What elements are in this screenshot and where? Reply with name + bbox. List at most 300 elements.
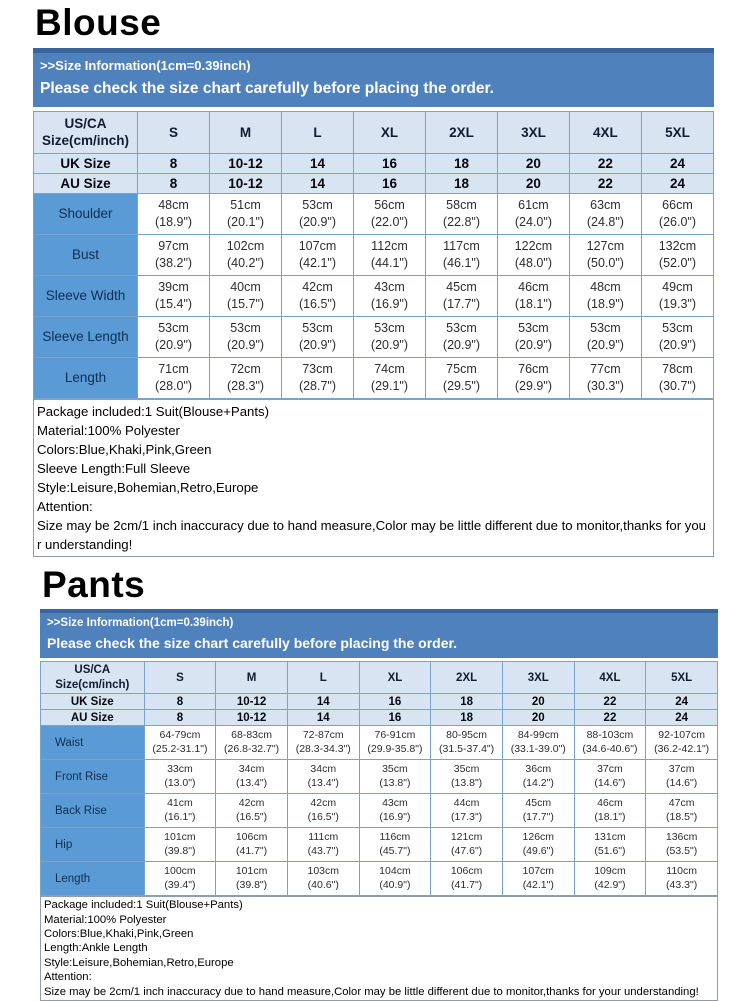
au-size-cell: 14 [287, 710, 359, 726]
measurement-inch-value: (17.3") [451, 810, 483, 823]
au-size-label: AU Size [34, 173, 138, 193]
measurement-inch-value: (48.0") [514, 255, 552, 270]
size-chart-page [0, 2, 750, 1002]
measurement-inch-value: (53.5") [666, 844, 698, 857]
measurement-cell [431, 760, 503, 794]
measurement-cell [497, 234, 569, 275]
uk-size-cell: 20 [502, 694, 574, 710]
size-column-header: S [144, 662, 216, 694]
size-column-header: 4XL [569, 111, 641, 153]
uk-size-cell: 22 [569, 153, 641, 173]
measurement-inch-value: (14.6") [666, 776, 698, 789]
uk-size-cell: 24 [641, 153, 713, 173]
measurement-cm-value: 46cm [518, 279, 549, 294]
measurement-label: Sleeve Length [34, 316, 138, 357]
blouse-size-info-heading: >>Size Information(1cm=0.39inch) [40, 57, 251, 73]
measurement-cm-value: 71cm [158, 361, 189, 376]
measurement-inch-value: (20.9") [298, 337, 337, 352]
measurement-row [41, 862, 718, 896]
au-size-row [34, 173, 714, 193]
measurement-cm-value: 49cm [662, 279, 693, 294]
measurement-cell [646, 794, 718, 828]
pants-section [40, 564, 718, 1001]
pants-notes [40, 896, 718, 1001]
pants-size-info-heading: >>Size Information(1cm=0.39inch) [47, 617, 234, 630]
measurement-cm-value: 75cm [446, 361, 477, 376]
measurement-inch-value: (13.4") [307, 776, 339, 789]
measurement-cm-value: 53cm [446, 320, 477, 335]
us-ca-size-corner-header [34, 111, 138, 153]
measurement-cell [569, 316, 641, 357]
measurement-cm-value: 100cm [164, 864, 196, 877]
measurement-cell [282, 193, 354, 234]
measurement-cm-value: 34cm [238, 762, 265, 775]
measurement-row [34, 316, 714, 357]
measurement-inch-value: (40.6") [307, 878, 339, 891]
measurement-cell [574, 794, 646, 828]
uk-size-cell: 20 [497, 153, 569, 173]
measurement-inch-value: (18.9") [154, 214, 193, 229]
measurement-cm-value: 53cm [518, 320, 549, 335]
measurement-cm-value: 63cm [590, 197, 621, 212]
measurement-inch-value: (30.3") [586, 378, 624, 393]
measurement-inch-value: (16.5") [307, 810, 339, 823]
measurement-cell [431, 828, 503, 862]
measurement-cm-value: 74cm [374, 361, 405, 376]
measurement-inch-value: (15.7") [226, 296, 265, 311]
note-line: Colors:Blue,Khaki,Pink,Green [37, 441, 212, 457]
measurement-inch-value: (41.7") [451, 878, 483, 891]
measurement-cm-value: 101cm [164, 830, 196, 843]
measurement-cell [569, 234, 641, 275]
measurement-cm-value: 88-103cm [586, 728, 634, 741]
measurement-label: Shoulder [34, 193, 138, 234]
measurement-cell [646, 862, 718, 896]
blouse-title: Blouse [35, 2, 162, 43]
au-size-cell: 18 [425, 173, 497, 193]
measurement-cell [502, 760, 574, 794]
uk-size-cell: 10-12 [216, 694, 288, 710]
measurement-cm-value: 66cm [662, 197, 693, 212]
uk-size-cell: 16 [353, 153, 425, 173]
measurement-inch-value: (40.9") [379, 878, 411, 891]
measurement-cell [287, 794, 359, 828]
measurement-cell [144, 760, 216, 794]
measurement-cm-value: 53cm [662, 320, 693, 335]
au-size-cell: 16 [359, 710, 431, 726]
measurement-cm-value: 73cm [302, 361, 333, 376]
measurement-inch-value: (28.0") [154, 378, 193, 393]
measurement-cell [574, 862, 646, 896]
measurement-inch-value: (38.2") [154, 255, 193, 270]
measurement-cm-value: 53cm [590, 320, 621, 335]
measurement-inch-value: (20.9") [298, 214, 337, 229]
note-line: Attention: [44, 971, 92, 984]
au-size-cell: 10-12 [216, 710, 288, 726]
measurement-cell [359, 862, 431, 896]
size-column-header: M [210, 111, 282, 153]
measurement-cm-value: 109cm [594, 864, 626, 877]
measurement-inch-value: (47.6") [451, 844, 483, 857]
measurement-inch-value: (25.2-31.1") [152, 742, 208, 755]
measurement-cell [287, 726, 359, 760]
measurement-cm-value: 111cm [308, 830, 339, 843]
measurement-cell [502, 794, 574, 828]
uk-size-cell: 18 [425, 153, 497, 173]
measurement-cell [569, 357, 641, 398]
note-line: Style:Leisure,Bohemian,Retro,Europe [37, 479, 259, 495]
measurement-inch-value: (14.2") [522, 776, 554, 789]
measurement-cm-value: 48cm [158, 197, 189, 212]
measurement-label: Length [41, 862, 145, 896]
measurement-inch-value: (18.9") [586, 296, 624, 311]
measurement-inch-value: (20.9") [658, 337, 696, 352]
measurement-cm-value: 76-91cm [374, 728, 416, 741]
au-size-cell: 22 [569, 173, 641, 193]
measurement-inch-value: (39.8") [236, 878, 268, 891]
uk-size-row [34, 153, 714, 173]
measurement-cm-value: 39cm [158, 279, 189, 294]
size-column-header: 5XL [646, 662, 718, 694]
measurement-label: Sleeve Width [34, 275, 138, 316]
measurement-cm-value: 53cm [158, 320, 189, 335]
note-line: Size may be 2cm/1 inch inaccuracy due to hand measure,Color may be little different due to monitor,thanks for your understanding! [44, 985, 699, 998]
measurement-cm-value: 80-95cm [446, 728, 488, 741]
measurement-cm-value: 76cm [518, 361, 549, 376]
measurement-cell [641, 316, 713, 357]
measurement-cm-value: 42cm [310, 796, 337, 809]
measurement-cm-value: 45cm [446, 279, 477, 294]
measurement-cell [287, 760, 359, 794]
measurement-inch-value: (34.6-40.6") [582, 742, 638, 755]
measurement-cm-value: 61cm [518, 197, 549, 212]
measurement-inch-value: (45.7") [379, 844, 411, 857]
measurement-row [41, 760, 718, 794]
measurement-cm-value: 36cm [525, 762, 552, 775]
measurement-cm-value: 77cm [590, 361, 621, 376]
measurement-inch-value: (19.3") [658, 296, 696, 311]
measurement-inch-value: (36.2-42.1") [654, 742, 710, 755]
measurement-row [41, 726, 718, 760]
measurement-cm-value: 46cm [597, 796, 623, 809]
blouse-size-table [33, 111, 714, 399]
measurement-row [41, 794, 718, 828]
measurement-inch-value: (18.5") [666, 810, 698, 823]
measurement-cell [646, 828, 718, 862]
size-column-header: 2XL [431, 662, 503, 694]
measurement-inch-value: (42.9") [594, 878, 626, 891]
measurement-inch-value: (28.3-34.3") [295, 742, 351, 755]
measurement-inch-value: (33.1-39.0") [510, 742, 566, 755]
measurement-inch-value: (20.9") [370, 337, 409, 352]
measurement-row [34, 193, 714, 234]
measurement-cell [282, 275, 354, 316]
au-size-cell: 20 [502, 710, 574, 726]
measurement-inch-value: (43.7") [307, 844, 339, 857]
measurement-inch-value: (26.0") [658, 214, 696, 229]
measurement-cm-value: 42cm [302, 279, 333, 294]
measurement-label: Bust [34, 234, 138, 275]
uk-size-cell: 8 [138, 153, 210, 173]
measurement-cm-value: 97cm [158, 238, 189, 253]
measurement-inch-value: (17.7") [522, 810, 554, 823]
uk-size-row [41, 694, 718, 710]
au-size-cell: 10-12 [210, 173, 282, 193]
measurement-inch-value: (14.6") [594, 776, 626, 789]
au-size-cell: 24 [646, 710, 718, 726]
au-size-row [41, 710, 718, 726]
measurement-cm-value: 106cm [235, 830, 268, 843]
measurement-cell [353, 316, 425, 357]
measurement-inch-value: (16.5") [298, 296, 337, 311]
measurement-cm-value: 110cm [666, 864, 698, 877]
measurement-cell [353, 234, 425, 275]
measurement-cm-value: 121cm [450, 830, 483, 843]
measurement-cm-value: 126cm [522, 830, 555, 843]
size-column-header: 2XL [425, 111, 497, 153]
measurement-cell [144, 862, 216, 896]
measurement-inch-value: (46.1") [442, 255, 480, 270]
measurement-cell [641, 234, 713, 275]
note-line: Attention: [37, 498, 93, 514]
uk-size-cell: 14 [287, 694, 359, 710]
measurement-cell [641, 193, 713, 234]
measurement-cell [359, 794, 431, 828]
blouse-check-chart-note: Please check the size chart carefully before placing the order. [40, 79, 494, 97]
measurement-inch-value: (42.1") [522, 878, 554, 891]
measurement-cm-value: 42cm [238, 796, 265, 809]
measurement-cm-value: 64-79cm [159, 728, 201, 741]
measurement-cm-value: 53cm [302, 320, 333, 335]
measurement-cm-value: 37cm [597, 762, 623, 775]
measurement-cm-value: 53cm [374, 320, 405, 335]
measurement-cell [425, 234, 497, 275]
measurement-cm-value: 41cm [167, 796, 193, 809]
note-line: Package included:1 Suit(Blouse+Pants) [37, 403, 270, 419]
uk-size-cell: 24 [646, 694, 718, 710]
measurement-inch-value: (43.3") [666, 878, 698, 891]
measurement-cell [282, 234, 354, 275]
measurement-inch-value: (20.9") [514, 337, 552, 352]
measurement-row [41, 828, 718, 862]
measurement-inch-value: (16.9") [370, 296, 409, 311]
size-column-header: 4XL [574, 662, 646, 694]
measurement-cell [359, 828, 431, 862]
measurement-row [34, 275, 714, 316]
uk-size-cell: 22 [574, 694, 646, 710]
measurement-cell [210, 193, 282, 234]
measurement-cell [502, 862, 574, 896]
size-column-header: S [138, 111, 210, 153]
measurement-cell [216, 726, 288, 760]
measurement-cm-value: 40cm [230, 279, 261, 294]
measurement-label: Back Rise [41, 794, 145, 828]
measurement-label: Length [34, 357, 138, 398]
measurement-cell [138, 275, 210, 316]
au-size-cell: 22 [574, 710, 646, 726]
measurement-cell [431, 862, 503, 896]
measurement-cell [497, 275, 569, 316]
measurement-cm-value: 101cm [235, 864, 268, 877]
measurement-cm-value: 44cm [453, 796, 480, 809]
measurement-cell [353, 193, 425, 234]
measurement-inch-value: (24.8") [586, 214, 624, 229]
measurement-cell [359, 726, 431, 760]
note-line: Size may be 2cm/1 inch inaccuracy due to hand measure,Color may be little different due to monitor,thanks for your understanding! [37, 517, 707, 552]
au-size-cell: 8 [144, 710, 216, 726]
measurement-cm-value: 47cm [668, 796, 695, 809]
measurement-inch-value: (22.8") [442, 214, 480, 229]
us-ca-size-corner-header [41, 662, 145, 694]
measurement-cell [502, 828, 574, 862]
au-size-cell: 8 [138, 173, 210, 193]
note-line: Material:100% Polyester [44, 913, 167, 926]
measurement-cell [569, 193, 641, 234]
measurement-cell [216, 760, 288, 794]
measurement-cell [144, 726, 216, 760]
measurement-cell [138, 234, 210, 275]
measurement-label: Waist [41, 726, 145, 760]
measurement-cell [497, 193, 569, 234]
size-column-header: L [282, 111, 354, 153]
measurement-inch-value: (16.1") [164, 810, 196, 823]
measurement-cm-value: 107cm [522, 864, 555, 877]
measurement-cell [138, 316, 210, 357]
measurement-inch-value: (13.8") [451, 776, 483, 789]
measurement-inch-value: (31.5-37.4") [439, 742, 495, 755]
measurement-cell [646, 760, 718, 794]
au-size-cell: 14 [282, 173, 354, 193]
measurement-inch-value: (22.0") [370, 214, 409, 229]
note-line: Length:Ankle Length [44, 942, 148, 955]
measurement-cell [287, 828, 359, 862]
measurement-inch-value: (16.5") [236, 810, 268, 823]
measurement-inch-value: (29.5") [442, 378, 480, 393]
measurement-cell [497, 357, 569, 398]
measurement-cm-value: 43cm [374, 279, 405, 294]
uk-size-label: UK Size [34, 153, 138, 173]
measurement-cell [646, 726, 718, 760]
measurement-cm-value: 48cm [590, 279, 621, 294]
size-column-header: XL [353, 111, 425, 153]
measurement-inch-value: (50.0") [586, 255, 624, 270]
measurement-row [34, 357, 714, 398]
measurement-inch-value: (39.4") [164, 878, 196, 891]
measurement-cm-value: 68-83cm [231, 728, 273, 741]
measurement-inch-value: (30.7") [658, 378, 696, 393]
measurement-inch-value: (13.4") [236, 776, 268, 789]
measurement-cell [359, 760, 431, 794]
uk-size-cell: 10-12 [210, 153, 282, 173]
blouse-notes [33, 399, 714, 557]
measurement-inch-value: (20.9") [586, 337, 624, 352]
size-column-header: XL [359, 662, 431, 694]
measurement-inch-value: (13.0") [164, 776, 196, 789]
measurement-cm-value: 43cm [382, 796, 408, 809]
measurement-inch-value: (42.1") [298, 255, 337, 270]
corner-header-line: Size(cm/inch) [42, 133, 130, 149]
measurement-cm-value: 136cm [665, 830, 698, 843]
measurement-cell [144, 794, 216, 828]
pants-size-header-row [41, 662, 718, 694]
measurement-inch-value: (24.0") [514, 214, 552, 229]
measurement-cm-value: 106cm [450, 864, 483, 877]
au-size-cell: 16 [353, 173, 425, 193]
measurement-cm-value: 34cm [310, 762, 337, 775]
measurement-cell [144, 828, 216, 862]
measurement-cell [210, 275, 282, 316]
uk-size-cell: 8 [144, 694, 216, 710]
measurement-inch-value: (20.9") [226, 337, 265, 352]
measurement-inch-value: (26.8-32.7") [224, 742, 280, 755]
measurement-cm-value: 33cm [167, 762, 193, 775]
measurement-cm-value: 127cm [586, 238, 625, 253]
measurement-row [34, 234, 714, 275]
measurement-cell [138, 193, 210, 234]
measurement-cell [287, 862, 359, 896]
au-size-cell: 18 [431, 710, 503, 726]
measurement-inch-value: (40.2") [226, 255, 265, 270]
measurement-cm-value: 72-87cm [302, 728, 344, 741]
measurement-cell [425, 193, 497, 234]
measurement-cell [641, 275, 713, 316]
measurement-cell [216, 828, 288, 862]
note-line: Colors:Blue,Khaki,Pink,Green [44, 927, 194, 940]
measurement-inch-value: (39.8") [164, 844, 196, 857]
measurement-cm-value: 117cm [443, 238, 480, 253]
measurement-cell [216, 862, 288, 896]
measurement-cell [282, 316, 354, 357]
size-column-header: L [287, 662, 359, 694]
pants-title: Pants [42, 563, 146, 605]
au-size-cell: 20 [497, 173, 569, 193]
measurement-inch-value: (28.7") [298, 378, 337, 393]
measurement-cm-value: 131cm [594, 830, 626, 843]
note-line: Style:Leisure,Bohemian,Retro,Europe [44, 956, 234, 969]
uk-size-cell: 18 [431, 694, 503, 710]
corner-header-line: Size(cm/inch) [55, 678, 130, 691]
measurement-cm-value: 35cm [453, 762, 480, 775]
measurement-inch-value: (29.1") [370, 378, 409, 393]
uk-size-cell: 16 [359, 694, 431, 710]
measurement-cm-value: 102cm [226, 238, 265, 253]
pants-size-info-banner [40, 609, 718, 658]
measurement-cell [282, 357, 354, 398]
size-column-header: 3XL [497, 111, 569, 153]
measurement-cm-value: 103cm [307, 864, 340, 877]
measurement-cm-value: 56cm [374, 197, 405, 212]
measurement-cell [574, 760, 646, 794]
measurement-cm-value: 53cm [230, 320, 261, 335]
measurement-cm-value: 53cm [302, 197, 333, 212]
measurement-inch-value: (28.3") [226, 378, 265, 393]
note-line: Package included:1 Suit(Blouse+Pants) [44, 899, 243, 912]
measurement-cell [574, 828, 646, 862]
blouse-size-header-row [34, 111, 714, 153]
pants-check-chart-note: Please check the size chart carefully before placing the order. [47, 635, 458, 652]
blouse-section [33, 2, 714, 557]
measurement-cm-value: 35cm [382, 762, 408, 775]
measurement-label: Front Rise [41, 760, 145, 794]
measurement-cell [497, 316, 569, 357]
size-column-header: 5XL [641, 111, 713, 153]
measurement-inch-value: (18.1") [594, 810, 626, 823]
measurement-cell [216, 794, 288, 828]
uk-size-cell: 14 [282, 153, 354, 173]
measurement-cell [353, 357, 425, 398]
measurement-cell [431, 726, 503, 760]
measurement-cell [502, 726, 574, 760]
